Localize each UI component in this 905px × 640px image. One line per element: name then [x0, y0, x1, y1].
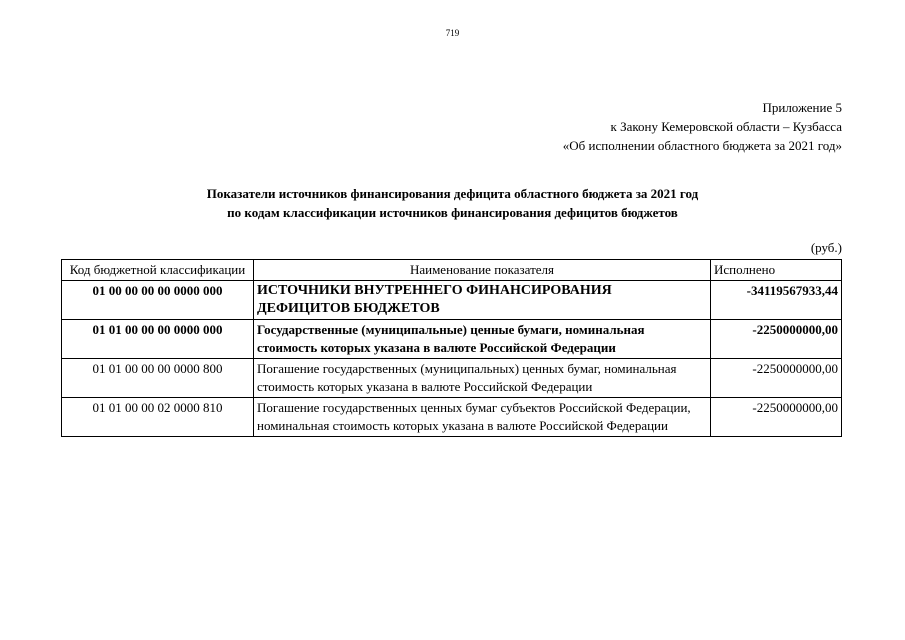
row-name: Государственные (муниципальные) ценные бумаги, номинальная стоимость которых указана в валюте Российской Федерации — [254, 320, 711, 359]
appendix-line-1: Приложение 5 — [762, 100, 842, 115]
row-code: 01 01 00 00 00 0000 000 — [62, 320, 254, 359]
row-name: Погашение государственных ценных бумаг субъектов Российской Федерации, номинальная стоимость которых указана в валюте Российской Федерации — [254, 398, 711, 437]
row-value: -2250000000,00 — [711, 320, 842, 359]
row-name: Погашение государственных (муниципальных) ценных бумаг, номинальная стоимость которых указана в валюте Российской Федерации — [254, 359, 711, 398]
table-row — [62, 281, 842, 320]
row-code: 01 00 00 00 00 0000 000 — [62, 281, 254, 320]
budget-sources-table — [61, 259, 842, 437]
header-value: Исполнено — [711, 260, 842, 281]
table-row — [62, 320, 842, 359]
appendix-line-2: к Закону Кемеровской области – Кузбасса — [610, 119, 842, 134]
document-title — [0, 184, 905, 222]
row-value: -2250000000,00 — [711, 398, 842, 437]
appendix-line-3: «Об исполнении областного бюджета за 2021 год» — [562, 138, 842, 153]
currency-unit: (руб.) — [810, 240, 842, 255]
row-value: -34119567933,44 — [711, 281, 842, 320]
row-code: 01 01 00 00 02 0000 810 — [62, 398, 254, 437]
appendix-header — [563, 98, 842, 155]
table-row — [62, 359, 842, 398]
document-title-line-1: Показатели источников финансирования дефицита областного бюджета за 2021 год — [206, 186, 699, 201]
table-header-row — [62, 260, 842, 281]
document-title-line-2: по кодам классификации источников финансирования дефицитов бюджетов — [227, 205, 678, 220]
row-code: 01 01 00 00 00 0000 800 — [62, 359, 254, 398]
row-name: ИСТОЧНИКИ ВНУТРЕННЕГО ФИНАНСИРОВАНИЯ ДЕФИЦИТОВ БЮДЖЕТОВ — [254, 281, 711, 320]
header-name: Наименование показателя — [254, 260, 711, 281]
header-code: Код бюджетной классификации — [62, 260, 254, 281]
page-number: 719 — [445, 28, 460, 38]
table-row — [62, 398, 842, 437]
row-value: -2250000000,00 — [711, 359, 842, 398]
